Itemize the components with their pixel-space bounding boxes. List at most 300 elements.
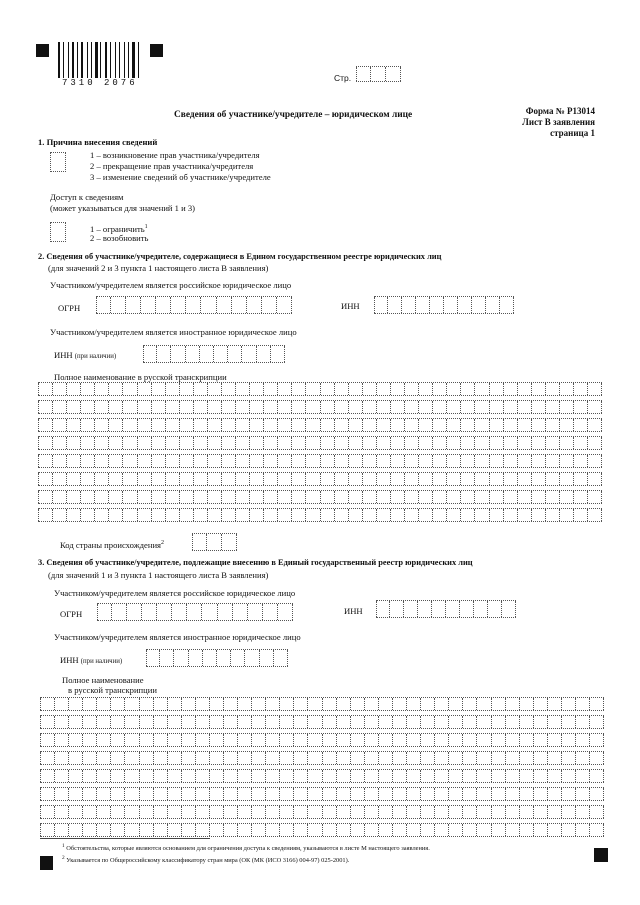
grid-cell[interactable] xyxy=(236,419,250,431)
grid-cell[interactable] xyxy=(294,716,308,728)
grid-cell[interactable] xyxy=(407,824,421,836)
grid-row[interactable] xyxy=(40,787,604,801)
grid-cell[interactable] xyxy=(238,734,252,746)
grid-cell[interactable] xyxy=(182,770,196,782)
grid-cell[interactable] xyxy=(490,509,504,521)
grid-cell[interactable] xyxy=(560,437,574,449)
grid-cell[interactable] xyxy=(447,383,461,395)
grid-cell[interactable] xyxy=(83,716,97,728)
input-cell[interactable] xyxy=(200,346,214,362)
grid-row[interactable] xyxy=(40,769,604,783)
grid-cell[interactable] xyxy=(125,698,139,710)
grid-cell[interactable] xyxy=(393,806,407,818)
section3-ogrn-cells[interactable] xyxy=(97,603,293,621)
grid-cell[interactable] xyxy=(252,716,266,728)
grid-cell[interactable] xyxy=(506,716,520,728)
grid-cell[interactable] xyxy=(308,788,322,800)
grid-cell[interactable] xyxy=(405,419,419,431)
grid-cell[interactable] xyxy=(210,698,224,710)
input-cell[interactable] xyxy=(502,601,516,617)
grid-cell[interactable] xyxy=(308,824,322,836)
input-cell[interactable] xyxy=(257,346,271,362)
grid-cell[interactable] xyxy=(40,716,55,728)
grid-cell[interactable] xyxy=(125,770,139,782)
grid-cell[interactable] xyxy=(154,788,168,800)
grid-cell[interactable] xyxy=(224,788,238,800)
grid-cell[interactable] xyxy=(590,788,604,800)
grid-cell[interactable] xyxy=(323,716,337,728)
grid-cell[interactable] xyxy=(67,419,81,431)
grid-cell[interactable] xyxy=(292,473,306,485)
grid-cell[interactable] xyxy=(393,716,407,728)
grid-cell[interactable] xyxy=(266,734,280,746)
grid-cell[interactable] xyxy=(349,473,363,485)
grid-cell[interactable] xyxy=(140,734,154,746)
grid-cell[interactable] xyxy=(138,473,152,485)
grid-cell[interactable] xyxy=(363,419,377,431)
grid-cell[interactable] xyxy=(252,734,266,746)
grid-cell[interactable] xyxy=(365,698,379,710)
grid-cell[interactable] xyxy=(264,455,278,467)
grid-cell[interactable] xyxy=(95,455,109,467)
grid-cell[interactable] xyxy=(252,752,266,764)
grid-cell[interactable] xyxy=(421,788,435,800)
grid-cell[interactable] xyxy=(111,752,125,764)
grid-cell[interactable] xyxy=(111,806,125,818)
input-cell[interactable] xyxy=(126,297,141,313)
grid-cell[interactable] xyxy=(67,437,81,449)
grid-cell[interactable] xyxy=(335,473,349,485)
grid-cell[interactable] xyxy=(562,734,576,746)
input-cell[interactable] xyxy=(171,346,185,362)
grid-cell[interactable] xyxy=(40,788,55,800)
grid-cell[interactable] xyxy=(266,824,280,836)
grid-cell[interactable] xyxy=(166,509,180,521)
grid-cell[interactable] xyxy=(461,383,475,395)
grid-cell[interactable] xyxy=(449,698,463,710)
grid-cell[interactable] xyxy=(560,491,574,503)
grid-cell[interactable] xyxy=(588,509,602,521)
grid-cell[interactable] xyxy=(323,752,337,764)
grid-cell[interactable] xyxy=(125,824,139,836)
section2-fullname-grid[interactable] xyxy=(38,382,602,522)
grid-cell[interactable] xyxy=(477,806,491,818)
grid-cell[interactable] xyxy=(152,509,166,521)
grid-cell[interactable] xyxy=(588,491,602,503)
grid-cell[interactable] xyxy=(363,437,377,449)
grid-cell[interactable] xyxy=(294,770,308,782)
grid-cell[interactable] xyxy=(95,491,109,503)
grid-cell[interactable] xyxy=(97,698,111,710)
grid-cell[interactable] xyxy=(97,716,111,728)
grid-cell[interactable] xyxy=(463,806,477,818)
grid-cell[interactable] xyxy=(69,824,83,836)
grid-cell[interactable] xyxy=(152,437,166,449)
grid-cell[interactable] xyxy=(463,698,477,710)
grid-cell[interactable] xyxy=(168,770,182,782)
grid-cell[interactable] xyxy=(69,698,83,710)
grid-cell[interactable] xyxy=(138,419,152,431)
input-cell[interactable] xyxy=(242,346,256,362)
input-cell[interactable] xyxy=(390,601,404,617)
grid-cell[interactable] xyxy=(363,383,377,395)
grid-cell[interactable] xyxy=(504,383,518,395)
grid-cell[interactable] xyxy=(154,824,168,836)
grid-cell[interactable] xyxy=(323,806,337,818)
grid-cell[interactable] xyxy=(391,383,405,395)
grid-cell[interactable] xyxy=(69,716,83,728)
grid-cell[interactable] xyxy=(463,734,477,746)
grid-cell[interactable] xyxy=(238,770,252,782)
grid-cell[interactable] xyxy=(534,770,548,782)
grid-cell[interactable] xyxy=(407,716,421,728)
grid-cell[interactable] xyxy=(292,437,306,449)
grid-row[interactable] xyxy=(38,508,602,522)
grid-cell[interactable] xyxy=(504,401,518,413)
grid-cell[interactable] xyxy=(548,806,562,818)
grid-row[interactable] xyxy=(40,823,604,837)
input-cell[interactable] xyxy=(141,297,156,313)
input-cell[interactable] xyxy=(156,297,171,313)
grid-cell[interactable] xyxy=(532,455,546,467)
grid-cell[interactable] xyxy=(152,491,166,503)
grid-cell[interactable] xyxy=(278,419,292,431)
grid-cell[interactable] xyxy=(574,473,588,485)
grid-cell[interactable] xyxy=(109,455,123,467)
grid-cell[interactable] xyxy=(576,770,590,782)
grid-cell[interactable] xyxy=(194,455,208,467)
grid-cell[interactable] xyxy=(166,491,180,503)
grid-cell[interactable] xyxy=(490,419,504,431)
grid-cell[interactable] xyxy=(53,491,67,503)
grid-cell[interactable] xyxy=(363,401,377,413)
grid-cell[interactable] xyxy=(461,473,475,485)
grid-cell[interactable] xyxy=(576,824,590,836)
grid-cell[interactable] xyxy=(222,509,236,521)
grid-cell[interactable] xyxy=(138,509,152,521)
grid-cell[interactable] xyxy=(377,509,391,521)
grid-cell[interactable] xyxy=(590,734,604,746)
grid-cell[interactable] xyxy=(337,824,351,836)
grid-cell[interactable] xyxy=(236,383,250,395)
grid-cell[interactable] xyxy=(490,401,504,413)
grid-cell[interactable] xyxy=(475,509,489,521)
grid-cell[interactable] xyxy=(532,401,546,413)
grid-cell[interactable] xyxy=(208,473,222,485)
grid-cell[interactable] xyxy=(349,491,363,503)
grid-cell[interactable] xyxy=(475,473,489,485)
grid-cell[interactable] xyxy=(266,788,280,800)
grid-cell[interactable] xyxy=(365,770,379,782)
grid-cell[interactable] xyxy=(238,788,252,800)
grid-cell[interactable] xyxy=(419,509,433,521)
grid-cell[interactable] xyxy=(69,788,83,800)
grid-cell[interactable] xyxy=(534,752,548,764)
grid-cell[interactable] xyxy=(379,788,393,800)
grid-cell[interactable] xyxy=(518,383,532,395)
grid-cell[interactable] xyxy=(236,401,250,413)
grid-cell[interactable] xyxy=(196,716,210,728)
input-cell[interactable] xyxy=(404,601,418,617)
grid-cell[interactable] xyxy=(337,770,351,782)
input-cell[interactable] xyxy=(418,601,432,617)
grid-cell[interactable] xyxy=(504,491,518,503)
grid-cell[interactable] xyxy=(67,491,81,503)
grid-cell[interactable] xyxy=(379,716,393,728)
input-cell[interactable] xyxy=(263,604,278,620)
grid-cell[interactable] xyxy=(125,788,139,800)
grid-cell[interactable] xyxy=(574,419,588,431)
grid-row[interactable] xyxy=(38,418,602,432)
grid-cell[interactable] xyxy=(123,509,137,521)
grid-cell[interactable] xyxy=(405,491,419,503)
grid-cell[interactable] xyxy=(506,806,520,818)
grid-row[interactable] xyxy=(40,751,604,765)
grid-cell[interactable] xyxy=(379,698,393,710)
grid-cell[interactable] xyxy=(504,509,518,521)
input-cell[interactable] xyxy=(474,601,488,617)
grid-cell[interactable] xyxy=(292,383,306,395)
grid-cell[interactable] xyxy=(308,752,322,764)
grid-cell[interactable] xyxy=(407,806,421,818)
grid-cell[interactable] xyxy=(67,473,81,485)
grid-cell[interactable] xyxy=(391,509,405,521)
grid-cell[interactable] xyxy=(463,824,477,836)
input-cell[interactable] xyxy=(111,297,126,313)
grid-cell[interactable] xyxy=(492,806,506,818)
grid-cell[interactable] xyxy=(81,383,95,395)
grid-cell[interactable] xyxy=(590,770,604,782)
grid-cell[interactable] xyxy=(210,752,224,764)
grid-cell[interactable] xyxy=(562,806,576,818)
grid-cell[interactable] xyxy=(40,734,55,746)
grid-cell[interactable] xyxy=(168,734,182,746)
section3-fullname-grid[interactable] xyxy=(40,697,604,837)
grid-cell[interactable] xyxy=(97,788,111,800)
grid-cell[interactable] xyxy=(264,491,278,503)
grid-cell[interactable] xyxy=(111,734,125,746)
grid-cell[interactable] xyxy=(421,752,435,764)
grid-cell[interactable] xyxy=(532,419,546,431)
grid-cell[interactable] xyxy=(407,734,421,746)
grid-cell[interactable] xyxy=(492,824,506,836)
grid-cell[interactable] xyxy=(308,734,322,746)
grid-cell[interactable] xyxy=(196,770,210,782)
grid-cell[interactable] xyxy=(53,401,67,413)
grid-cell[interactable] xyxy=(266,770,280,782)
grid-cell[interactable] xyxy=(335,401,349,413)
grid-cell[interactable] xyxy=(419,401,433,413)
grid-cell[interactable] xyxy=(562,698,576,710)
grid-cell[interactable] xyxy=(196,734,210,746)
grid-cell[interactable] xyxy=(306,383,320,395)
grid-cell[interactable] xyxy=(252,824,266,836)
grid-cell[interactable] xyxy=(140,716,154,728)
grid-cell[interactable] xyxy=(210,770,224,782)
grid-cell[interactable] xyxy=(194,419,208,431)
grid-cell[interactable] xyxy=(266,752,280,764)
grid-cell[interactable] xyxy=(208,419,222,431)
grid-cell[interactable] xyxy=(560,509,574,521)
grid-cell[interactable] xyxy=(532,437,546,449)
grid-cell[interactable] xyxy=(349,509,363,521)
grid-cell[interactable] xyxy=(264,509,278,521)
grid-cell[interactable] xyxy=(447,419,461,431)
grid-cell[interactable] xyxy=(123,455,137,467)
grid-cell[interactable] xyxy=(477,788,491,800)
grid-cell[interactable] xyxy=(574,383,588,395)
page-number-cells[interactable] xyxy=(356,66,401,82)
grid-cell[interactable] xyxy=(306,509,320,521)
input-cell[interactable] xyxy=(277,297,292,313)
grid-cell[interactable] xyxy=(449,734,463,746)
grid-cell[interactable] xyxy=(321,437,335,449)
grid-cell[interactable] xyxy=(449,806,463,818)
grid-cell[interactable] xyxy=(278,383,292,395)
grid-cell[interactable] xyxy=(590,698,604,710)
input-cell[interactable] xyxy=(218,604,233,620)
grid-cell[interactable] xyxy=(323,824,337,836)
input-cell[interactable] xyxy=(432,601,446,617)
grid-cell[interactable] xyxy=(168,752,182,764)
grid-cell[interactable] xyxy=(196,824,210,836)
grid-cell[interactable] xyxy=(391,401,405,413)
grid-cell[interactable] xyxy=(475,455,489,467)
grid-cell[interactable] xyxy=(363,455,377,467)
grid-cell[interactable] xyxy=(475,401,489,413)
grid-cell[interactable] xyxy=(196,806,210,818)
grid-cell[interactable] xyxy=(393,824,407,836)
grid-cell[interactable] xyxy=(546,509,560,521)
grid-cell[interactable] xyxy=(97,824,111,836)
grid-cell[interactable] xyxy=(506,698,520,710)
grid-cell[interactable] xyxy=(518,437,532,449)
grid-cell[interactable] xyxy=(83,770,97,782)
grid-cell[interactable] xyxy=(123,401,137,413)
grid-cell[interactable] xyxy=(548,788,562,800)
input-cell[interactable] xyxy=(430,297,444,313)
grid-cell[interactable] xyxy=(40,824,55,836)
section2-ogrn-cells[interactable] xyxy=(96,296,292,314)
grid-cell[interactable] xyxy=(365,734,379,746)
grid-cell[interactable] xyxy=(377,401,391,413)
grid-cell[interactable] xyxy=(180,455,194,467)
grid-cell[interactable] xyxy=(351,824,365,836)
grid-cell[interactable] xyxy=(506,770,520,782)
grid-cell[interactable] xyxy=(168,788,182,800)
grid-cell[interactable] xyxy=(38,437,53,449)
grid-cell[interactable] xyxy=(335,383,349,395)
grid-cell[interactable] xyxy=(252,788,266,800)
grid-cell[interactable] xyxy=(38,455,53,467)
grid-cell[interactable] xyxy=(294,752,308,764)
grid-cell[interactable] xyxy=(520,752,534,764)
grid-cell[interactable] xyxy=(53,509,67,521)
grid-cell[interactable] xyxy=(238,806,252,818)
grid-cell[interactable] xyxy=(152,419,166,431)
grid-cell[interactable] xyxy=(588,473,602,485)
grid-cell[interactable] xyxy=(492,716,506,728)
input-cell[interactable] xyxy=(217,650,231,666)
input-cell[interactable] xyxy=(146,650,160,666)
grid-cell[interactable] xyxy=(421,698,435,710)
grid-cell[interactable] xyxy=(280,752,294,764)
input-cell[interactable] xyxy=(444,297,458,313)
grid-cell[interactable] xyxy=(154,806,168,818)
grid-cell[interactable] xyxy=(447,473,461,485)
grid-cell[interactable] xyxy=(351,698,365,710)
grid-cell[interactable] xyxy=(349,419,363,431)
grid-cell[interactable] xyxy=(196,698,210,710)
grid-cell[interactable] xyxy=(125,734,139,746)
grid-cell[interactable] xyxy=(55,698,69,710)
grid-cell[interactable] xyxy=(250,401,264,413)
grid-cell[interactable] xyxy=(294,698,308,710)
grid-cell[interactable] xyxy=(405,473,419,485)
grid-cell[interactable] xyxy=(518,455,532,467)
grid-cell[interactable] xyxy=(435,752,449,764)
grid-cell[interactable] xyxy=(292,455,306,467)
grid-cell[interactable] xyxy=(125,752,139,764)
grid-cell[interactable] xyxy=(365,824,379,836)
grid-cell[interactable] xyxy=(433,491,447,503)
grid-cell[interactable] xyxy=(55,770,69,782)
grid-cell[interactable] xyxy=(111,716,125,728)
grid-cell[interactable] xyxy=(125,716,139,728)
grid-cell[interactable] xyxy=(393,788,407,800)
grid-row[interactable] xyxy=(40,733,604,747)
grid-cell[interactable] xyxy=(461,455,475,467)
grid-cell[interactable] xyxy=(520,716,534,728)
grid-cell[interactable] xyxy=(38,473,53,485)
grid-cell[interactable] xyxy=(504,455,518,467)
grid-cell[interactable] xyxy=(109,419,123,431)
grid-cell[interactable] xyxy=(278,455,292,467)
grid-cell[interactable] xyxy=(109,401,123,413)
grid-cell[interactable] xyxy=(335,419,349,431)
grid-cell[interactable] xyxy=(576,734,590,746)
grid-cell[interactable] xyxy=(264,419,278,431)
grid-cell[interactable] xyxy=(154,716,168,728)
grid-cell[interactable] xyxy=(182,698,196,710)
grid-row[interactable] xyxy=(40,805,604,819)
grid-cell[interactable] xyxy=(123,473,137,485)
grid-cell[interactable] xyxy=(38,383,53,395)
grid-cell[interactable] xyxy=(461,419,475,431)
grid-cell[interactable] xyxy=(321,383,335,395)
grid-cell[interactable] xyxy=(222,437,236,449)
grid-cell[interactable] xyxy=(166,455,180,467)
grid-cell[interactable] xyxy=(306,491,320,503)
grid-cell[interactable] xyxy=(83,806,97,818)
grid-cell[interactable] xyxy=(546,383,560,395)
grid-cell[interactable] xyxy=(379,824,393,836)
grid-cell[interactable] xyxy=(67,455,81,467)
grid-cell[interactable] xyxy=(138,383,152,395)
grid-cell[interactable] xyxy=(475,491,489,503)
grid-cell[interactable] xyxy=(264,401,278,413)
grid-cell[interactable] xyxy=(393,698,407,710)
grid-cell[interactable] xyxy=(55,806,69,818)
grid-cell[interactable] xyxy=(210,806,224,818)
grid-cell[interactable] xyxy=(38,401,53,413)
grid-cell[interactable] xyxy=(405,509,419,521)
grid-cell[interactable] xyxy=(196,752,210,764)
grid-cell[interactable] xyxy=(250,491,264,503)
grid-cell[interactable] xyxy=(546,437,560,449)
input-cell[interactable] xyxy=(388,297,402,313)
grid-cell[interactable] xyxy=(278,401,292,413)
